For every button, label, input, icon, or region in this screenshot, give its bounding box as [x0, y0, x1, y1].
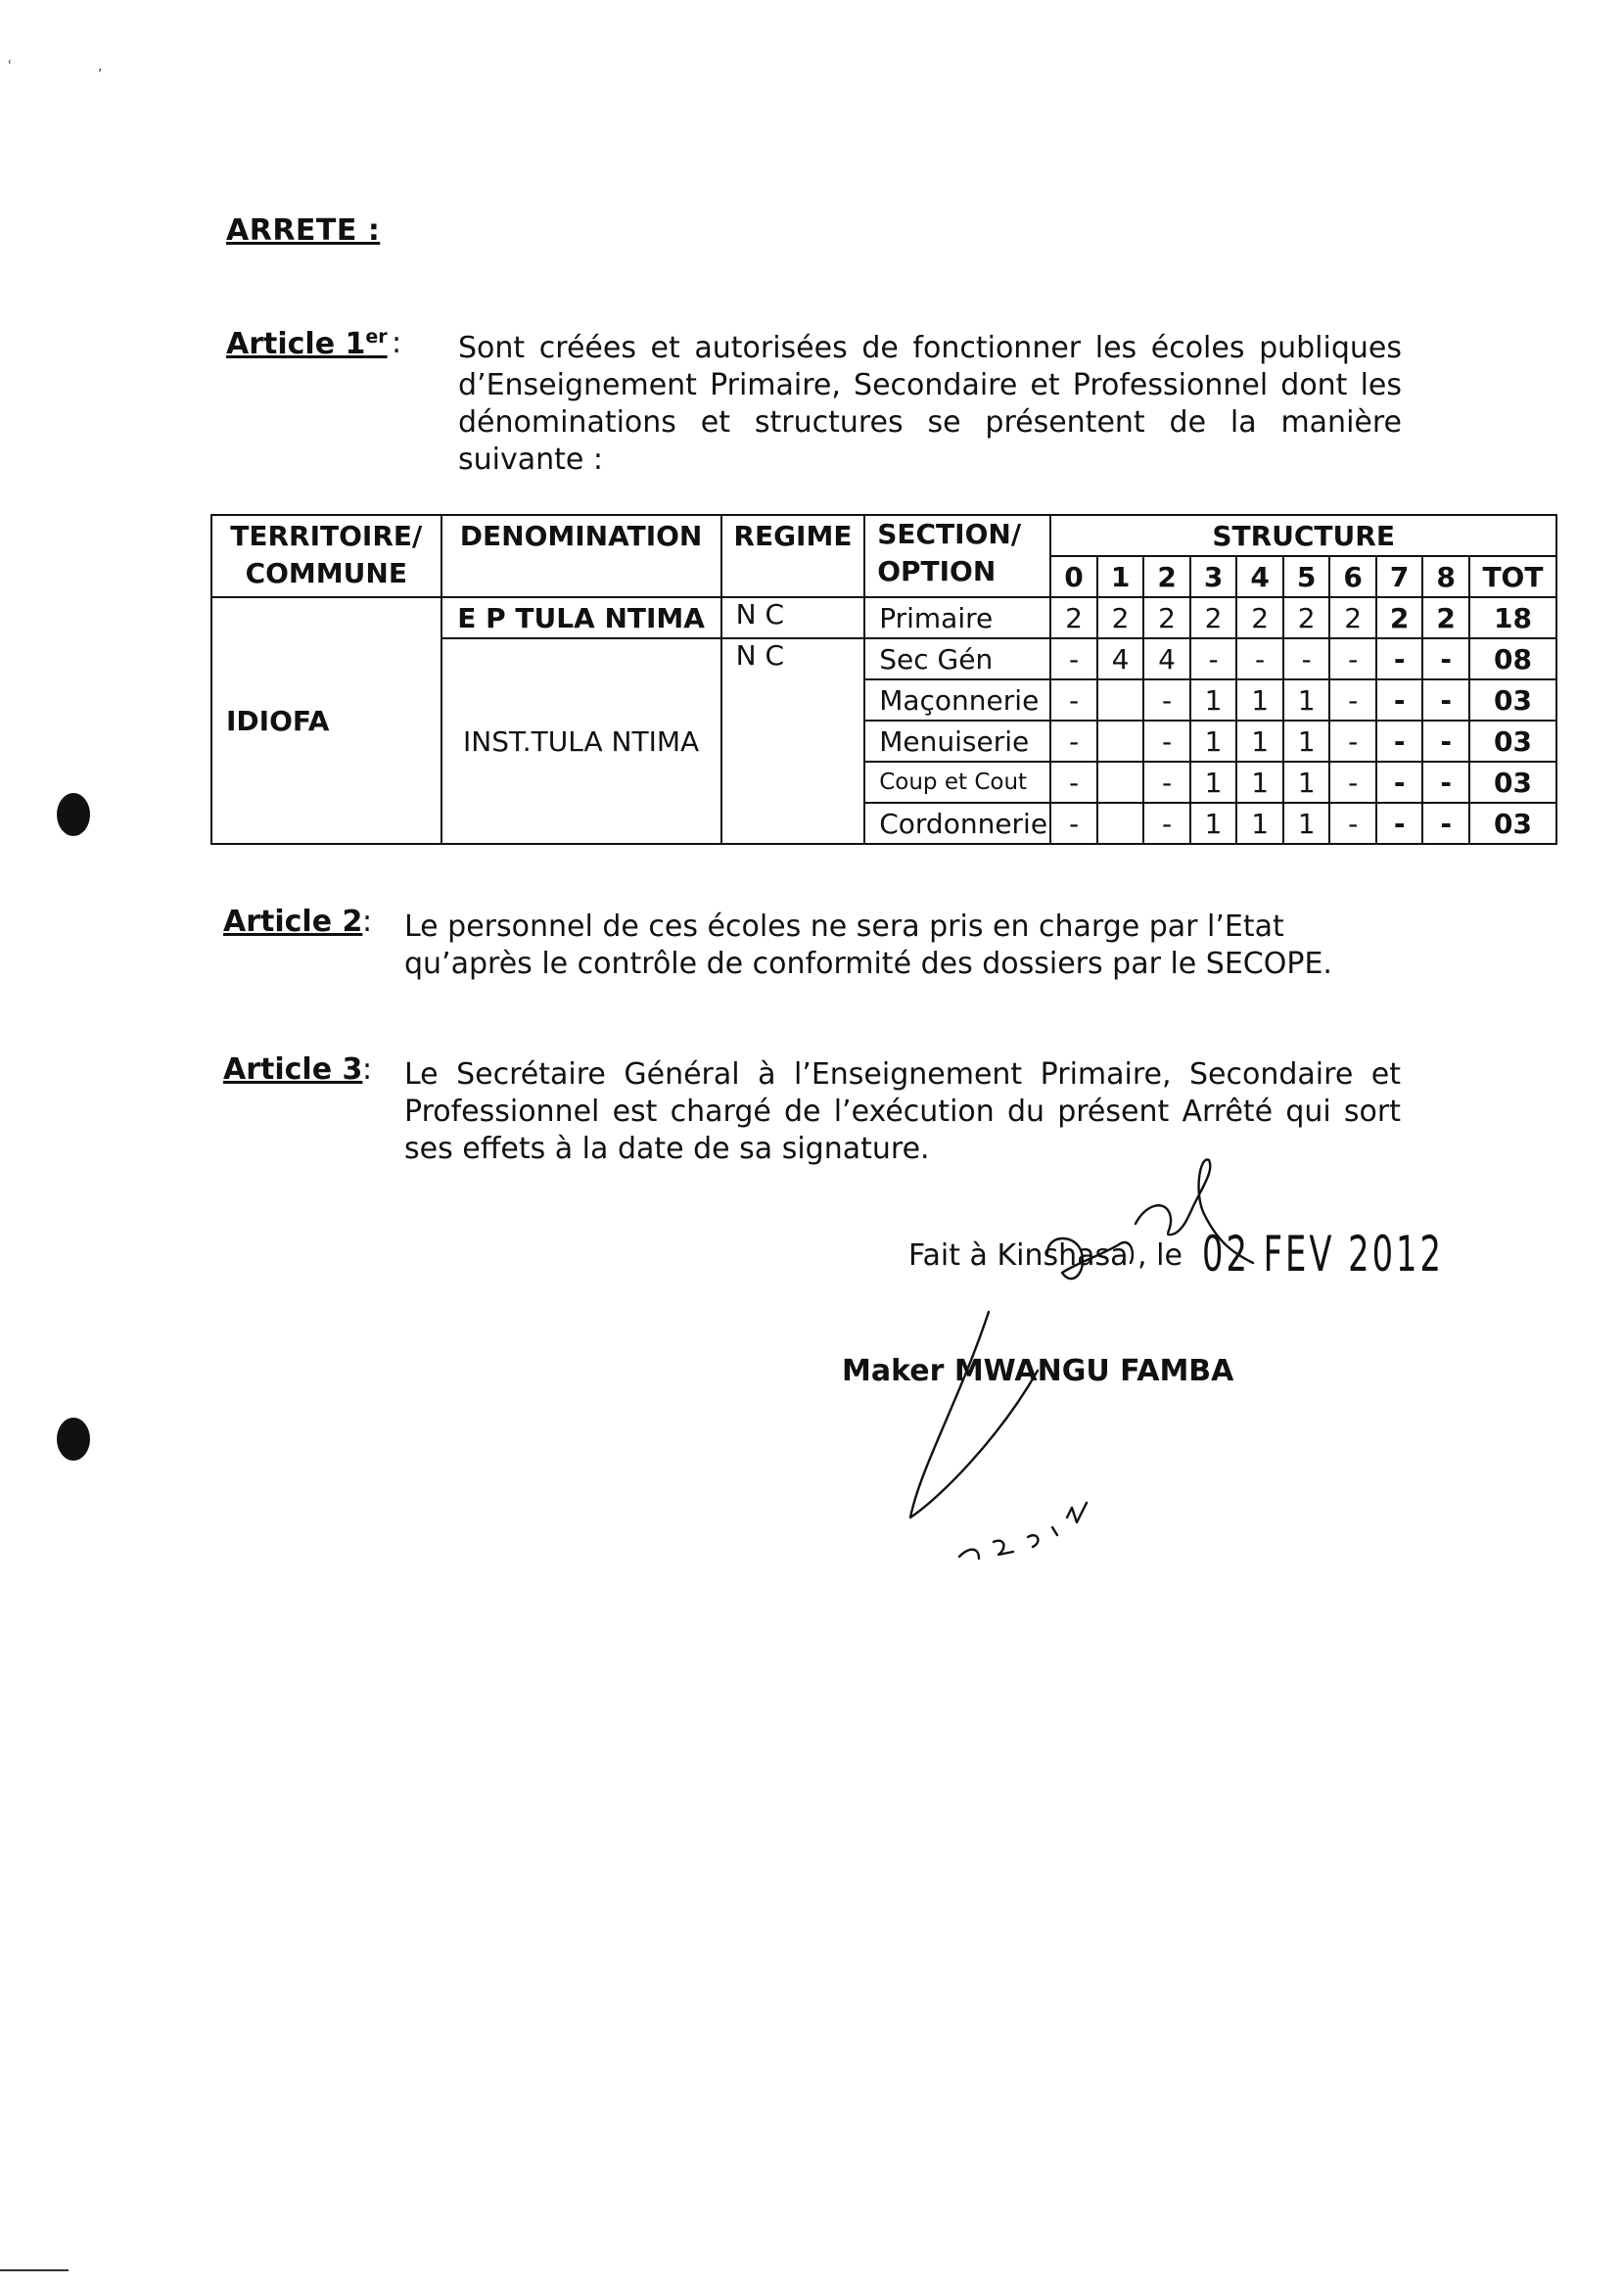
- article-3-label: Article 3: [223, 1052, 363, 1087]
- page-heading: ARRETE :: [226, 213, 381, 248]
- level-cell: -: [1283, 638, 1330, 679]
- section-cell: Maçonnerie: [864, 679, 1050, 721]
- structure-table: [210, 514, 1557, 845]
- section-cell: Cordonnerie: [864, 803, 1050, 844]
- signature-date: 02 FEV 2012: [1202, 1226, 1444, 1282]
- signature-stroke: [1047, 1238, 1133, 1279]
- level-cell: 2: [1376, 597, 1423, 638]
- level-cell: 4: [1097, 638, 1144, 679]
- header-level: 3: [1190, 556, 1237, 597]
- section-cell: Coup et Cout: [864, 762, 1050, 803]
- article-1-text: Sont créées et autorisées de fonctionner les écoles publiques d’Enseignement Primaire, Secondaire et Professionnel dont les dénominations et structures se présentent de la manière suivante :: [458, 331, 1402, 477]
- level-cell: [1097, 803, 1144, 844]
- level-cell: -: [1143, 762, 1190, 803]
- level-cell: 2: [1190, 597, 1237, 638]
- total-cell: 03: [1469, 762, 1556, 803]
- level-cell: 2: [1143, 597, 1190, 638]
- article-3-colon: :: [362, 1052, 373, 1087]
- total-cell: 03: [1469, 721, 1556, 762]
- level-cell: 2: [1236, 597, 1283, 638]
- level-cell: -: [1143, 803, 1190, 844]
- level-cell: 1: [1283, 679, 1330, 721]
- level-cell: [1097, 762, 1144, 803]
- signature-stroke: [1028, 1503, 1087, 1547]
- level-cell: -: [1422, 762, 1469, 803]
- level-cell: 2: [1097, 597, 1144, 638]
- level-cell: -: [1376, 679, 1423, 721]
- signature-stroke: [959, 1541, 1013, 1559]
- header-denomination: DENOMINATION: [441, 515, 721, 597]
- level-cell: -: [1329, 762, 1376, 803]
- article-1-label: Article 1er: [226, 326, 388, 361]
- signature-stroke: [1194, 1160, 1253, 1263]
- level-cell: 1: [1236, 679, 1283, 721]
- level-cell: 2: [1050, 597, 1097, 638]
- header-level: 6: [1329, 556, 1376, 597]
- level-cell: 1: [1283, 762, 1330, 803]
- level-cell: 1: [1190, 721, 1237, 762]
- article-2-colon: :: [362, 905, 373, 939]
- level-cell: 1: [1236, 803, 1283, 844]
- article-2-text: Le personnel de ces écoles ne sera pris en charge par l’Etat qu’après le contrôle de conformité des dossiers par le SECOPE.: [404, 909, 1332, 981]
- section-cell: Sec Gén: [864, 638, 1050, 679]
- signatory-name: Maker MWANGU FAMBA: [842, 1354, 1234, 1388]
- level-cell: 1: [1236, 762, 1283, 803]
- header-level: 0: [1050, 556, 1097, 597]
- level-cell: 1: [1283, 721, 1330, 762]
- punch-hole: [57, 1418, 90, 1461]
- level-cell: -: [1050, 762, 1097, 803]
- level-cell: -: [1422, 803, 1469, 844]
- header-territoire: TERRITOIRE/ COMMUNE: [211, 515, 441, 597]
- level-cell: -: [1422, 721, 1469, 762]
- punch-hole: [57, 793, 90, 836]
- header-structure: STRUCTURE: [1050, 515, 1556, 556]
- level-cell: -: [1050, 679, 1097, 721]
- level-cell: 1: [1236, 721, 1283, 762]
- level-cell: -: [1050, 638, 1097, 679]
- level-cell: 1: [1190, 803, 1237, 844]
- table-row: [211, 597, 1556, 638]
- level-cell: 2: [1422, 597, 1469, 638]
- header-level: 5: [1283, 556, 1330, 597]
- level-cell: -: [1376, 721, 1423, 762]
- level-cell: 4: [1143, 638, 1190, 679]
- regime-cell: N C: [721, 597, 865, 638]
- level-cell: -: [1376, 762, 1423, 803]
- level-cell: -: [1190, 638, 1237, 679]
- level-cell: 2: [1329, 597, 1376, 638]
- article-2-label: Article 2: [223, 905, 363, 939]
- scan-mark: ,: [98, 59, 103, 74]
- level-cell: 1: [1190, 762, 1237, 803]
- level-cell: 1: [1283, 803, 1330, 844]
- article-3-text: Le Secrétaire Général à l’Enseignement Primaire, Secondaire et Professionnel est chargé de l’exécution du présent Arrêté qui sort ses effets à la date de sa signature.: [404, 1057, 1401, 1166]
- scan-mark: ʿ: [8, 59, 13, 74]
- header-level: 2: [1143, 556, 1190, 597]
- level-cell: -: [1050, 803, 1097, 844]
- header-level: 8: [1422, 556, 1469, 597]
- level-cell: 2: [1283, 597, 1330, 638]
- level-cell: -: [1329, 803, 1376, 844]
- header-level: 1: [1097, 556, 1144, 597]
- territoire-cell: IDIOFA: [211, 597, 441, 844]
- signature-stroke: [1136, 1204, 1194, 1235]
- level-cell: -: [1422, 638, 1469, 679]
- level-cell: -: [1236, 638, 1283, 679]
- level-cell: -: [1143, 679, 1190, 721]
- header-regime: REGIME: [721, 515, 865, 597]
- level-cell: [1097, 679, 1144, 721]
- total-cell: 18: [1469, 597, 1556, 638]
- total-cell: 03: [1469, 679, 1556, 721]
- level-cell: [1097, 721, 1144, 762]
- section-cell: Menuiserie: [864, 721, 1050, 762]
- level-cell: -: [1143, 721, 1190, 762]
- level-cell: -: [1376, 803, 1423, 844]
- signature-place: Fait à Kinshasa , le: [908, 1238, 1183, 1273]
- header-tot: TOT: [1469, 556, 1556, 597]
- header-level: 7: [1376, 556, 1423, 597]
- school-name-cell: E P TULA NTIMA: [441, 597, 721, 638]
- regime-cell: N C: [721, 638, 865, 844]
- total-cell: 08: [1469, 638, 1556, 679]
- level-cell: -: [1422, 679, 1469, 721]
- level-cell: 1: [1190, 679, 1237, 721]
- article-1-colon: :: [392, 326, 402, 360]
- level-cell: -: [1329, 638, 1376, 679]
- signature-stroke: [910, 1312, 1038, 1517]
- level-cell: -: [1329, 721, 1376, 762]
- level-cell: -: [1376, 638, 1423, 679]
- school-name-cell: INST.TULA NTIMA: [441, 638, 721, 844]
- level-cell: -: [1329, 679, 1376, 721]
- section-cell: Primaire: [864, 597, 1050, 638]
- total-cell: 03: [1469, 803, 1556, 844]
- scan-edge-mark: [0, 2269, 69, 2271]
- header-section: SECTION/ OPTION: [864, 515, 1050, 597]
- handwritten-signature: [881, 1155, 1312, 1586]
- level-cell: -: [1050, 721, 1097, 762]
- header-level: 4: [1236, 556, 1283, 597]
